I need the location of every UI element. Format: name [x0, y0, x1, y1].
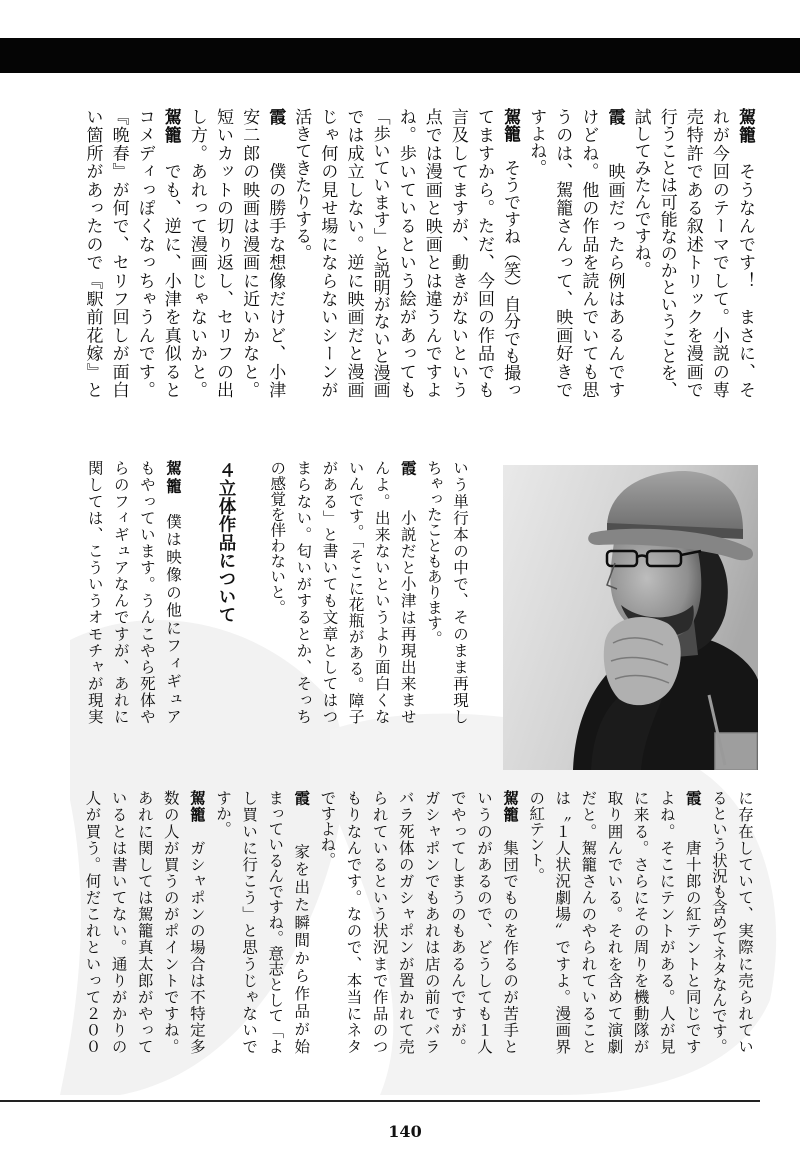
speaker-name: 霞 — [292, 790, 312, 808]
text-column — [158, 108, 184, 398]
utterance-text: そうですね（笑）自分でも撮っ — [500, 159, 521, 398]
speaker-gap — [501, 823, 519, 840]
text-column: し方。あれって漫画じゃないかと。 — [186, 108, 207, 398]
text-column: いう単行本の中で、そのまま再現し — [451, 460, 469, 724]
speaker-name: 霞 — [398, 460, 418, 477]
text-column: 試してみたんですね。 — [630, 108, 651, 278]
text-column — [288, 790, 314, 1054]
utterance-text: そうなんです！ まさに、そ — [735, 162, 755, 398]
text-column: 関しては、こういうオモチャが現実 — [85, 460, 104, 724]
text-column: し買いに行こう」と思うじゃないで — [240, 790, 259, 1054]
speaker-name: 駕籠 — [164, 460, 183, 496]
text-column — [602, 108, 628, 398]
text-column: ですよね。 — [318, 790, 337, 868]
text-column: もりなんです。なので、本当にネタ — [344, 790, 363, 1054]
utterance-text: 小説だと小津は再現出来ませ — [398, 509, 417, 724]
text-column — [497, 790, 523, 1054]
text-column: 数の人が買うのがポイントですね。 — [161, 790, 180, 1054]
text-column: だと。駕籠さんのやられていること — [579, 790, 598, 1054]
text-column: いるとは書いてない。通りがかりの — [109, 790, 128, 1054]
text-column: まらない。匂いがするとか、そっち — [294, 460, 313, 724]
utterance-text: 僕の勝手な想像だけど、小津 — [265, 162, 286, 398]
speaker-gap — [188, 823, 206, 840]
text-column: 活きてきたりする。 — [291, 108, 312, 261]
text-column: 点では漫画と映画とは違うんですよ — [421, 108, 442, 398]
text-column: いんです。「そこに花瓶がある。障子 — [346, 460, 365, 724]
text-column: じゃ何の見せ場にならないシーンが — [317, 108, 338, 398]
middle-text-block-lower — [78, 456, 190, 728]
speaker-gap — [605, 126, 625, 162]
section-heading: ４立体作品について — [216, 461, 236, 624]
text-column: がある」と書いても文章としてはつ — [320, 460, 339, 724]
text-column: らのフィギュアなんですが、あれに — [111, 460, 130, 724]
text-column: でやってしまうのもあるんですが。 — [448, 790, 467, 1054]
speaker-name: 駕籠 — [735, 108, 755, 145]
text-column — [160, 460, 186, 724]
text-column: まっているんですね。意志として「よ — [266, 790, 285, 1054]
text-column — [262, 108, 288, 398]
utterance-text: 映画だったら例はあるんです — [604, 162, 625, 398]
text-column: では成立しない。逆に映画だと漫画 — [343, 108, 364, 398]
text-column: コメディっぽくなっちゃうんです。 — [134, 108, 155, 398]
text-column: 短いカットの切り返し、セリフの出 — [213, 108, 233, 398]
speaker-name: 霞 — [604, 108, 625, 127]
text-column: ね。歩いているという絵があっても — [395, 108, 416, 398]
text-column — [184, 790, 210, 1054]
speaker-gap — [684, 807, 702, 840]
text-column: 「歩いています」と説明がないと漫画 — [369, 108, 390, 398]
speaker-gap — [265, 126, 285, 162]
text-column: 『晩春』が何で、セリフ回しが面白 — [108, 108, 129, 398]
text-column: の感覚を伴わないと。 — [268, 460, 287, 615]
text-column: すよね。 — [526, 108, 547, 176]
speaker-gap — [735, 144, 755, 162]
text-column: られているという状況まで作品のつ — [370, 790, 389, 1054]
speaker-name: 駕籠 — [187, 790, 207, 824]
speaker-gap — [161, 144, 181, 162]
utterance-text: 家を出た瞬間から作品が始 — [292, 843, 311, 1054]
text-column: に存在していて、実際に売られてい — [736, 790, 754, 1054]
interview-photo — [503, 465, 758, 770]
text-column: い箇所があったので『駅前花嫁』と — [82, 108, 103, 398]
text-column: れが今回のテーマでして。小説の専 — [708, 108, 729, 398]
speaker-name: 霞 — [683, 790, 703, 807]
text-column: もやっています。うんこやら死体や — [137, 460, 156, 724]
text-column: 売特許である叙述トリックを漫画で — [682, 108, 703, 398]
speaker-name: 駕籠 — [500, 108, 521, 143]
text-column: ガシャポンでもあれは店の前でバラ — [422, 790, 441, 1054]
page-number: 140 — [388, 1122, 422, 1141]
speaker-name: 霞 — [265, 108, 286, 127]
utterance-text: 唐十郎の紅テントと同じです — [683, 839, 702, 1054]
text-column: すか。 — [214, 790, 232, 837]
text-column — [680, 790, 706, 1054]
text-column: 行うことは可能なのかということを、 — [656, 108, 677, 398]
speaker-name: 駕籠 — [160, 108, 181, 145]
text-column: けどね。他の作品を読んでいても思 — [578, 108, 599, 398]
bottom-text-block — [78, 786, 760, 1058]
text-column: の紅テント。 — [527, 790, 546, 883]
text-column: あれに関しては駕籠真太郎がやって — [135, 790, 154, 1054]
speaker-gap — [500, 142, 520, 159]
text-column — [732, 108, 758, 398]
top-text-block — [78, 106, 760, 402]
text-column: うのは、駕籠さんって、映画好きで — [552, 108, 573, 398]
utterance-text: でも、逆に、小津を真似ると — [160, 162, 181, 398]
text-column: ちゃったこともあります。 — [424, 460, 443, 646]
speaker-gap — [399, 477, 417, 510]
text-column: いうのがあるので、どうしても１人 — [475, 790, 493, 1054]
text-column: 取り囲んでいる。それを含めて演劇 — [605, 790, 624, 1054]
speaker-gap — [292, 808, 310, 844]
text-column: るという状況も含めてネタなんです。 — [709, 790, 728, 1054]
text-column — [395, 460, 421, 724]
text-column: 言及してますが、動きがないという — [447, 108, 468, 398]
utterance-text: 集団でものを作るのが苦手と — [501, 839, 520, 1054]
text-column: てますから。ただ、今回の作品でも — [474, 108, 494, 398]
text-column: は〝１人状況劇場〟ですよ。漫画界 — [553, 790, 572, 1054]
text-column: よね。そこにテントがある。人が見 — [657, 790, 676, 1054]
middle-text-block-upper — [260, 456, 474, 728]
text-column: に来る。さらにその周りを機動隊が — [631, 790, 650, 1054]
text-column: バラ死体のガシャポンが置かれて売 — [396, 790, 415, 1054]
utterance-text: 僕は映像の他にフィギュア — [164, 513, 182, 724]
speaker-gap — [164, 496, 182, 514]
text-column: 人が買う。何だこれといって２００ — [83, 790, 102, 1054]
text-column — [497, 108, 523, 398]
text-column: んよ。出来ないというより面白くな — [372, 460, 391, 724]
header-bar — [0, 38, 800, 73]
speaker-name: 駕籠 — [501, 790, 521, 824]
text-column: 安二郎の映画は漫画に近いかなと。 — [239, 108, 260, 398]
footer-rule — [0, 1100, 760, 1102]
utterance-text: ガシャポンの場合は不特定多 — [187, 839, 206, 1054]
